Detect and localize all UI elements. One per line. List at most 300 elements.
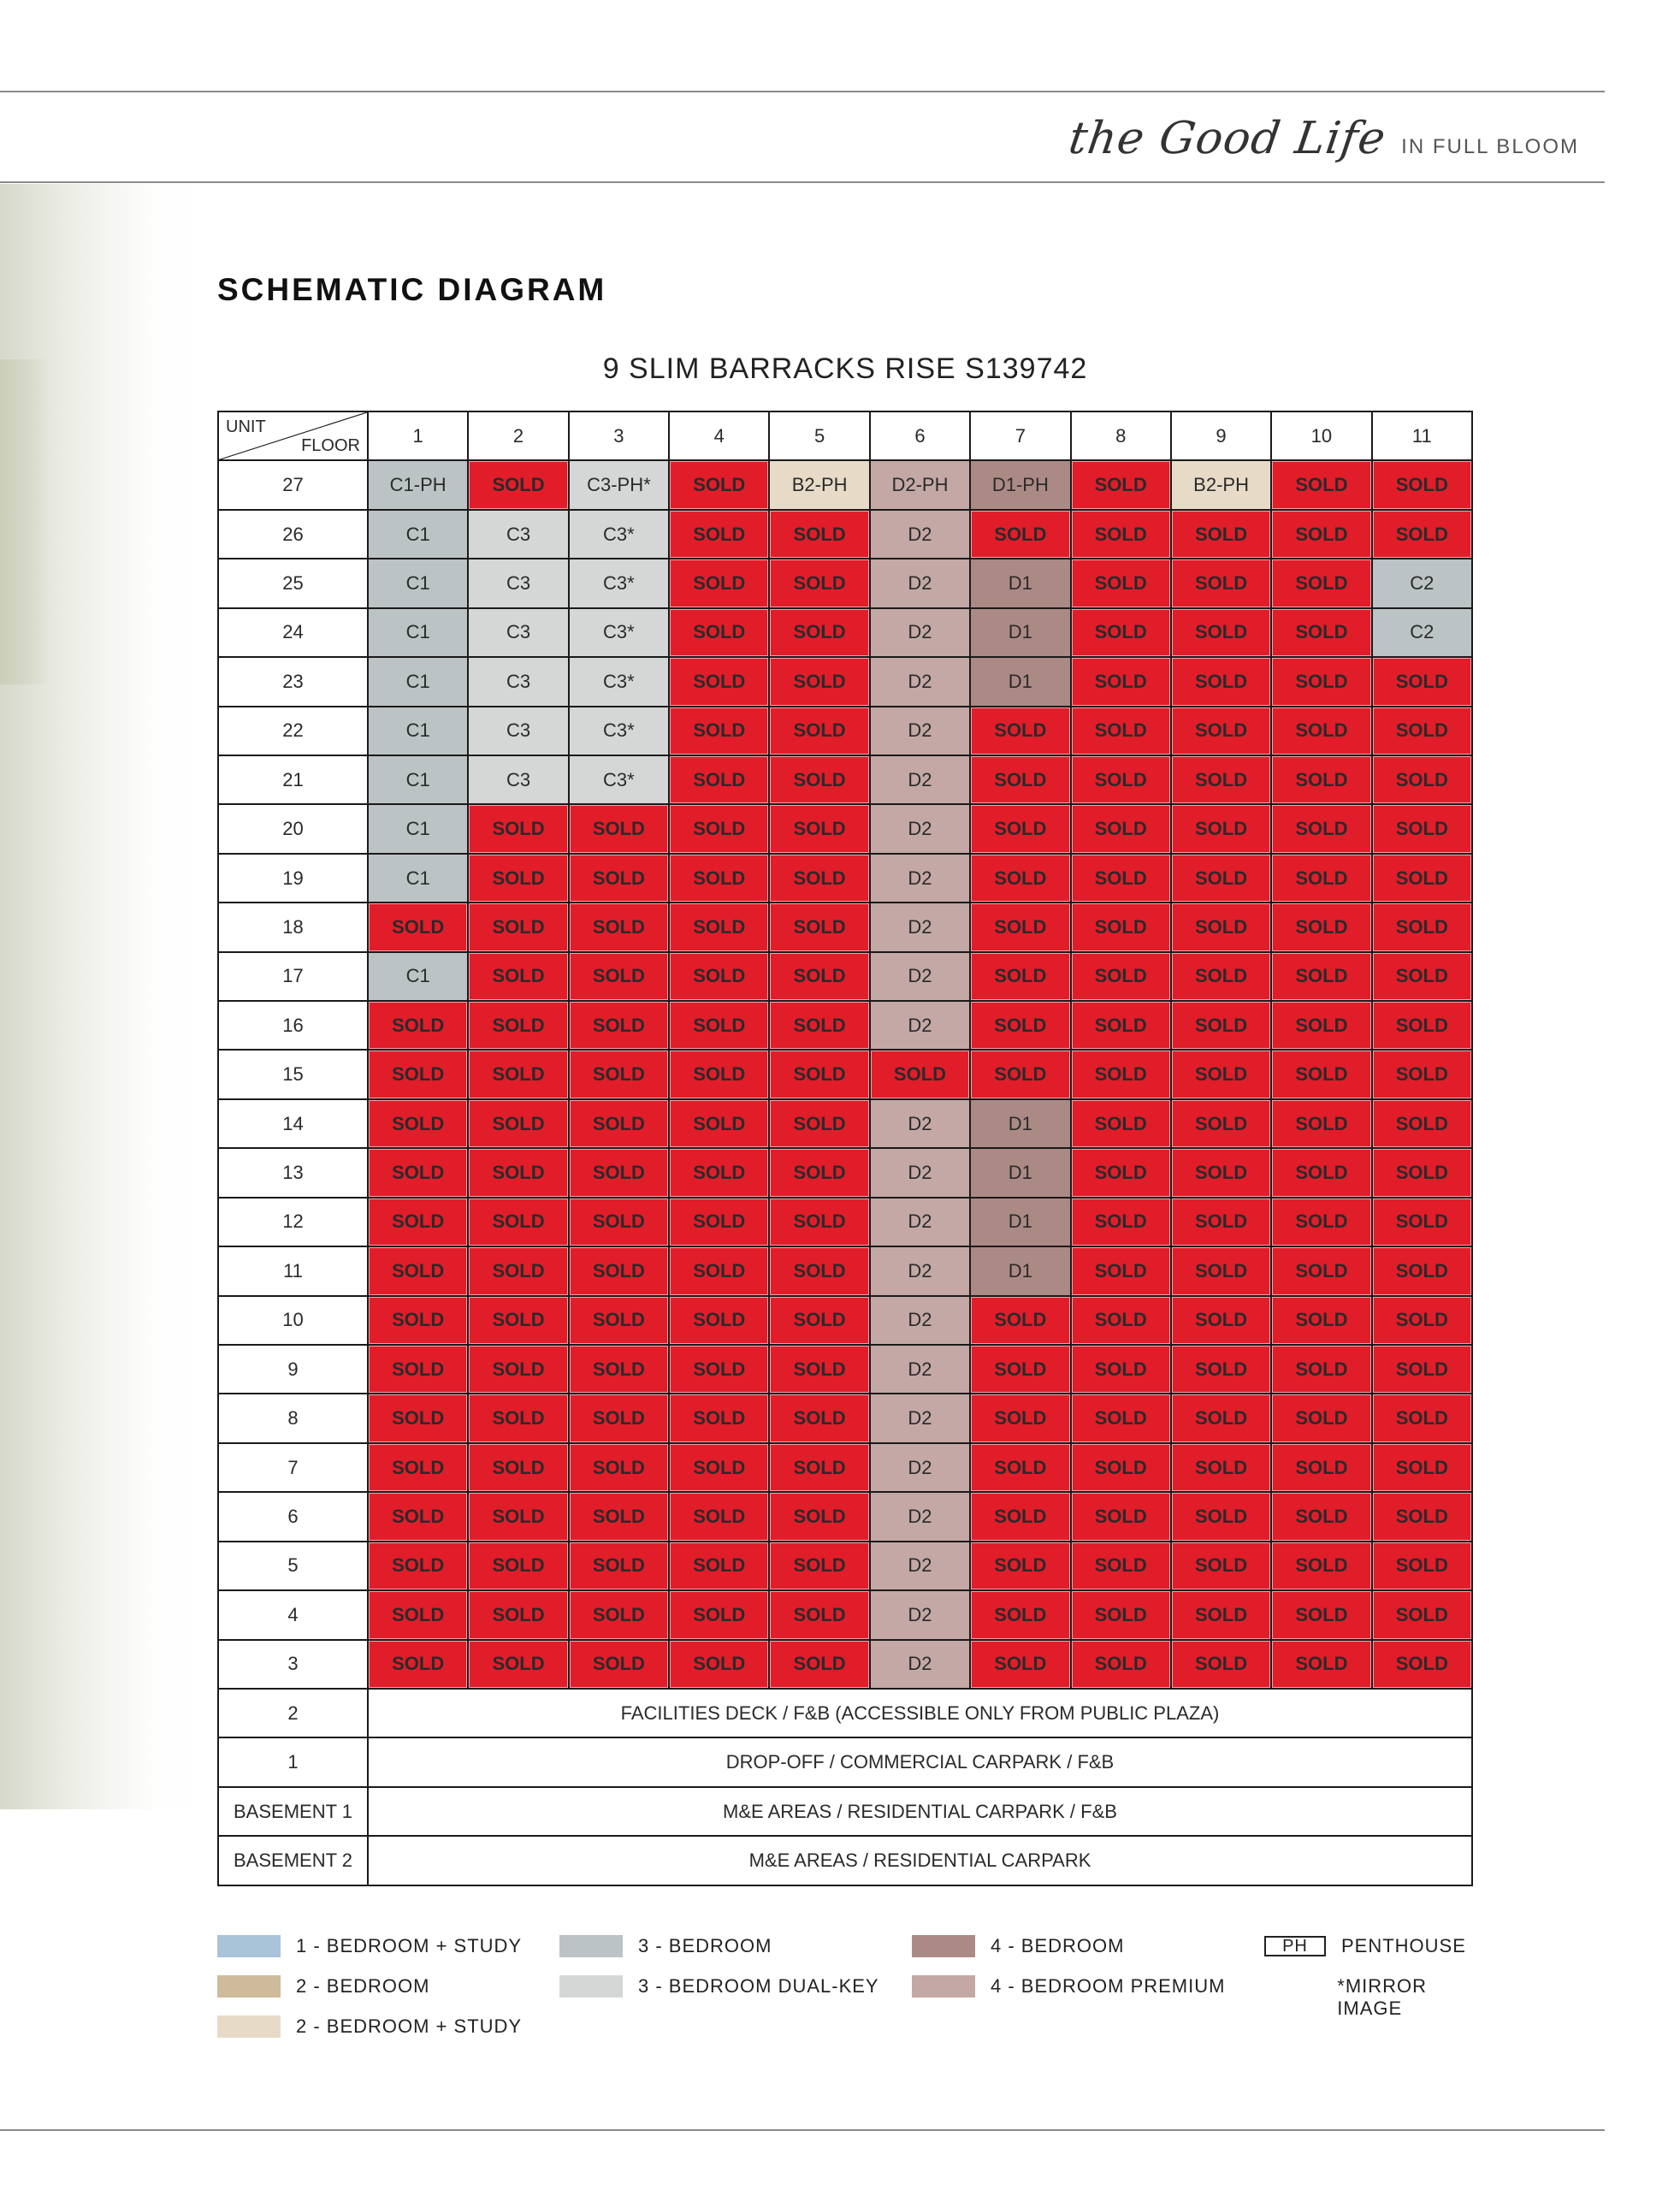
unit-cell-sold: SOLD <box>1271 1443 1371 1492</box>
unit-cell-available: C1-PH <box>368 460 468 509</box>
unit-cell-available: D1 <box>970 559 1070 607</box>
unit-cell-sold: SOLD <box>1171 1050 1271 1098</box>
unit-cell-sold: SOLD <box>669 1148 769 1197</box>
unit-cell-sold: SOLD <box>669 1345 769 1394</box>
legend-label: 3 - BEDROOM DUAL-KEY <box>638 1975 879 1997</box>
unit-cell-sold: SOLD <box>1071 1296 1171 1345</box>
unit-cell-available: D1 <box>970 1246 1070 1295</box>
unit-cell-sold: SOLD <box>1372 1542 1472 1590</box>
brand-script-logo: the Good Life <box>1066 113 1390 164</box>
floor-row <box>218 1492 1472 1541</box>
corner-unit-label: UNIT <box>226 417 266 436</box>
unit-cell-sold: SOLD <box>569 1198 669 1246</box>
floor-row <box>218 755 1472 804</box>
floor-usage-description: DROP-OFF / COMMERCIAL CARPARK / F&B <box>368 1737 1472 1786</box>
unit-cell-available: D2 <box>870 1590 970 1639</box>
legend-item <box>1264 1975 1483 2020</box>
unit-cell-sold: SOLD <box>368 1443 468 1492</box>
unit-cell-sold: SOLD <box>1372 903 1472 951</box>
unit-cell-sold: SOLD <box>1171 1246 1271 1295</box>
unit-cell-sold: SOLD <box>569 854 669 903</box>
floor-row <box>218 1198 1472 1246</box>
floor-label: 4 <box>218 1590 368 1639</box>
unit-cell-sold: SOLD <box>1271 1345 1371 1394</box>
unit-cell-sold: SOLD <box>569 1050 669 1098</box>
legend-label: 4 - BEDROOM PREMIUM <box>991 1975 1226 1997</box>
unit-cell-sold: SOLD <box>1071 1050 1171 1098</box>
unit-cell-sold: SOLD <box>1171 1148 1271 1197</box>
unit-cell-sold: SOLD <box>1271 460 1371 509</box>
unit-cell-available: C3* <box>569 707 669 755</box>
floor-row <box>218 952 1472 1001</box>
unit-cell-sold: SOLD <box>1071 559 1171 607</box>
unit-cell-sold: SOLD <box>669 1542 769 1590</box>
floor-row <box>218 1050 1472 1098</box>
unit-cell-sold: SOLD <box>569 1345 669 1394</box>
floor-row <box>218 1345 1472 1394</box>
unit-cell-available: C2 <box>1372 608 1472 657</box>
unit-cell-sold: SOLD <box>1271 854 1371 903</box>
unit-cell-available: C3* <box>569 559 669 607</box>
unit-cell-sold: SOLD <box>468 1443 568 1492</box>
unit-cell-available: C1 <box>368 510 468 559</box>
unit-cell-available: D2 <box>870 903 970 951</box>
unit-cell-sold: SOLD <box>468 1590 568 1639</box>
floor-row <box>218 1148 1472 1197</box>
legend-item <box>1264 1935 1466 1957</box>
legend-label: 3 - BEDROOM <box>638 1935 772 1956</box>
unit-cell-available: D1 <box>970 657 1070 706</box>
unit-cell-sold: SOLD <box>1071 1640 1171 1689</box>
unit-cell-sold: SOLD <box>1171 657 1271 706</box>
lower-floor-row <box>218 1737 1472 1786</box>
unit-cell-sold: SOLD <box>368 1246 468 1295</box>
unit-cell-sold: SOLD <box>569 804 669 853</box>
unit-cell-sold: SOLD <box>1271 1246 1371 1295</box>
unit-cell-sold: SOLD <box>468 1394 568 1442</box>
unit-cell-sold: SOLD <box>569 1246 669 1295</box>
unit-cell-available: C3 <box>468 657 568 706</box>
unit-cell-available: C3 <box>468 510 568 559</box>
unit-header-row <box>218 411 1472 460</box>
unit-cell-sold: SOLD <box>368 1492 468 1541</box>
legend-label: 2 - BEDROOM + STUDY <box>296 2015 523 2037</box>
floor-label: 7 <box>218 1443 368 1492</box>
unit-cell-sold: SOLD <box>1171 1443 1271 1492</box>
unit-cell-sold: SOLD <box>769 1345 869 1394</box>
unit-cell-sold: SOLD <box>1372 755 1472 804</box>
schematic-table <box>217 411 1473 1886</box>
unit-cell-sold: SOLD <box>769 1148 869 1197</box>
unit-cell-sold: SOLD <box>1271 1394 1371 1442</box>
unit-cell-available: D2 <box>870 608 970 657</box>
unit-cell-available: D2-PH <box>870 460 970 509</box>
unit-cell-available: D2 <box>870 1001 970 1050</box>
unit-cell-sold: SOLD <box>769 952 869 1001</box>
unit-header-9: 9 <box>1171 411 1271 460</box>
unit-cell-sold: SOLD <box>1271 1148 1371 1197</box>
unit-cell-sold: SOLD <box>1372 510 1472 559</box>
unit-cell-sold: SOLD <box>1372 1198 1472 1246</box>
unit-cell-available: D2 <box>870 804 970 853</box>
legend-item <box>912 1975 1225 1998</box>
unit-cell-sold: SOLD <box>468 1296 568 1345</box>
unit-cell-sold: SOLD <box>1071 1246 1171 1295</box>
unit-cell-sold: SOLD <box>769 1394 869 1442</box>
unit-cell-sold: SOLD <box>970 1394 1070 1442</box>
unit-cell-sold: SOLD <box>468 460 568 509</box>
unit-cell-sold: SOLD <box>1171 608 1271 657</box>
unit-cell-sold: SOLD <box>1171 1394 1271 1442</box>
unit-cell-sold: SOLD <box>1271 1640 1371 1689</box>
brand-tagline: IN FULL BLOOM <box>1401 135 1579 158</box>
legend-swatch <box>559 1975 623 1998</box>
unit-cell-sold: SOLD <box>669 1099 769 1148</box>
floor-row <box>218 1296 1472 1345</box>
unit-cell-sold: SOLD <box>769 755 869 804</box>
legend-swatch <box>912 1975 975 1998</box>
unit-cell-sold: SOLD <box>1171 1198 1271 1246</box>
unit-cell-sold: SOLD <box>569 952 669 1001</box>
unit-cell-sold: SOLD <box>569 1001 669 1050</box>
unit-cell-sold: SOLD <box>1071 1001 1171 1050</box>
unit-cell-sold: SOLD <box>669 1394 769 1442</box>
unit-cell-sold: SOLD <box>1271 952 1371 1001</box>
unit-cell-sold: SOLD <box>569 1443 669 1492</box>
unit-cell-available: C1 <box>368 608 468 657</box>
unit-cell-sold: SOLD <box>669 1001 769 1050</box>
unit-cell-sold: SOLD <box>769 854 869 903</box>
unit-cell-sold: SOLD <box>1071 755 1171 804</box>
legend-swatch <box>912 1935 975 1957</box>
unit-cell-sold: SOLD <box>468 1542 568 1590</box>
unit-cell-sold: SOLD <box>1171 804 1271 853</box>
unit-cell-sold: SOLD <box>669 1050 769 1098</box>
unit-cell-sold: SOLD <box>1372 460 1472 509</box>
unit-cell-sold: SOLD <box>970 1296 1070 1345</box>
unit-cell-sold: SOLD <box>970 1443 1070 1492</box>
unit-cell-sold: SOLD <box>769 1198 869 1246</box>
unit-cell-sold: SOLD <box>368 1050 468 1098</box>
unit-header-4: 4 <box>669 411 769 460</box>
unit-cell-sold: SOLD <box>1171 1640 1271 1689</box>
legend-label: 4 - BEDROOM <box>991 1935 1125 1956</box>
floor-label: 27 <box>218 460 368 509</box>
unit-cell-available: D1 <box>970 608 1070 657</box>
unit-cell-sold: SOLD <box>1372 707 1472 755</box>
floor-label: 22 <box>218 707 368 755</box>
unit-cell-available: C2 <box>1372 559 1472 607</box>
unit-cell-sold: SOLD <box>569 1492 669 1541</box>
unit-cell-sold: SOLD <box>769 559 869 607</box>
unit-cell-sold: SOLD <box>468 1198 568 1246</box>
unit-cell-sold: SOLD <box>1372 1246 1472 1295</box>
floor-row <box>218 1001 1472 1050</box>
unit-cell-sold: SOLD <box>468 1640 568 1689</box>
legend-label: PENTHOUSE <box>1341 1935 1466 1956</box>
unit-header-2: 2 <box>468 411 568 460</box>
unit-cell-available: D1-PH <box>970 460 1070 509</box>
unit-cell-sold: SOLD <box>1271 707 1371 755</box>
floor-label: 13 <box>218 1148 368 1197</box>
unit-cell-sold: SOLD <box>970 1640 1070 1689</box>
unit-cell-available: D2 <box>870 1542 970 1590</box>
unit-cell-available: C3 <box>468 559 568 607</box>
unit-cell-sold: SOLD <box>669 755 769 804</box>
floor-row <box>218 559 1472 607</box>
unit-cell-sold: SOLD <box>1171 952 1271 1001</box>
unit-cell-sold: SOLD <box>669 804 769 853</box>
unit-header-8: 8 <box>1071 411 1171 460</box>
unit-cell-sold: SOLD <box>1271 657 1371 706</box>
floor-row <box>218 510 1472 559</box>
unit-cell-sold: SOLD <box>669 460 769 509</box>
unit-cell-sold: SOLD <box>1271 1001 1371 1050</box>
address-heading: 9 SLIM BARRACKS RISE S139742 <box>602 352 1088 385</box>
legend-swatch <box>217 1975 281 1998</box>
unit-cell-sold: SOLD <box>468 854 568 903</box>
unit-header-7: 7 <box>970 411 1070 460</box>
unit-cell-sold: SOLD <box>669 1296 769 1345</box>
legend-swatch <box>559 1935 623 1957</box>
floor-usage-description: M&E AREAS / RESIDENTIAL CARPARK / F&B <box>368 1787 1472 1836</box>
unit-cell-sold: SOLD <box>368 1345 468 1394</box>
unit-cell-sold: SOLD <box>569 1394 669 1442</box>
legend <box>217 1935 1483 2063</box>
unit-cell-sold: SOLD <box>669 854 769 903</box>
unit-cell-sold: SOLD <box>468 1148 568 1197</box>
unit-cell-sold: SOLD <box>970 755 1070 804</box>
unit-cell-sold: SOLD <box>970 1492 1070 1541</box>
unit-cell-sold: SOLD <box>368 1001 468 1050</box>
unit-cell-available: C3* <box>569 755 669 804</box>
unit-cell-sold: SOLD <box>1071 608 1171 657</box>
unit-cell-sold: SOLD <box>1071 854 1171 903</box>
legend-item <box>217 1935 522 1957</box>
unit-cell-sold: SOLD <box>970 804 1070 853</box>
page-shadow-accent <box>0 359 51 684</box>
floor-label: 8 <box>218 1394 368 1442</box>
unit-cell-sold: SOLD <box>970 952 1070 1001</box>
unit-cell-sold: SOLD <box>1372 1001 1472 1050</box>
floor-label: 19 <box>218 854 368 903</box>
unit-cell-sold: SOLD <box>1071 657 1171 706</box>
floor-label: 16 <box>218 1001 368 1050</box>
unit-cell-sold: SOLD <box>1271 1050 1371 1098</box>
unit-cell-sold: SOLD <box>368 903 468 951</box>
unit-cell-sold: SOLD <box>368 1542 468 1590</box>
unit-cell-sold: SOLD <box>1271 1296 1371 1345</box>
unit-cell-sold: SOLD <box>1071 707 1171 755</box>
unit-cell-available: B2-PH <box>769 460 869 509</box>
unit-cell-sold: SOLD <box>1171 510 1271 559</box>
unit-cell-sold: SOLD <box>1071 460 1171 509</box>
unit-cell-sold: SOLD <box>1271 1492 1371 1541</box>
unit-cell-sold: SOLD <box>1372 804 1472 853</box>
legend-item <box>559 1935 772 1957</box>
lower-floor-row <box>218 1787 1472 1836</box>
unit-header-11: 11 <box>1372 411 1472 460</box>
unit-cell-sold: SOLD <box>368 1394 468 1442</box>
unit-cell-sold: SOLD <box>669 1640 769 1689</box>
unit-cell-available: C1 <box>368 657 468 706</box>
floor-label: 17 <box>218 952 368 1001</box>
unit-cell-available: C3* <box>569 608 669 657</box>
unit-cell-available: C1 <box>368 707 468 755</box>
unit-cell-sold: SOLD <box>468 952 568 1001</box>
floor-row <box>218 804 1472 853</box>
lower-floor-row <box>218 1836 1472 1885</box>
floor-label: 9 <box>218 1345 368 1394</box>
unit-cell-sold: SOLD <box>769 510 869 559</box>
unit-cell-available: C3 <box>468 608 568 657</box>
unit-cell-sold: SOLD <box>1071 1198 1171 1246</box>
unit-cell-sold: SOLD <box>1071 1590 1171 1639</box>
unit-cell-sold: SOLD <box>669 1443 769 1492</box>
floor-usage-description: M&E AREAS / RESIDENTIAL CARPARK <box>368 1836 1472 1885</box>
floor-row <box>218 903 1472 951</box>
unit-cell-sold: SOLD <box>769 1246 869 1295</box>
unit-cell-sold: SOLD <box>669 952 769 1001</box>
unit-cell-available: D2 <box>870 510 970 559</box>
unit-cell-sold: SOLD <box>769 1640 869 1689</box>
unit-cell-sold: SOLD <box>1271 804 1371 853</box>
unit-cell-sold: SOLD <box>1171 1296 1271 1345</box>
unit-cell-available: D2 <box>870 1345 970 1394</box>
legend-item <box>912 1935 1124 1957</box>
unit-cell-sold: SOLD <box>669 608 769 657</box>
legend-swatch <box>217 2015 281 2038</box>
unit-cell-sold: SOLD <box>468 903 568 951</box>
unit-cell-sold: SOLD <box>769 1590 869 1639</box>
legend-label: *MIRROR IMAGE <box>1337 1975 1428 2019</box>
unit-cell-sold: SOLD <box>368 1296 468 1345</box>
floor-row <box>218 1542 1472 1590</box>
floor-label: 6 <box>218 1492 368 1541</box>
floor-label: BASEMENT 1 <box>218 1787 368 1836</box>
floor-label: 20 <box>218 804 368 853</box>
unit-cell-sold: SOLD <box>368 1198 468 1246</box>
unit-header-6: 6 <box>870 411 970 460</box>
unit-cell-available: D1 <box>970 1148 1070 1197</box>
unit-cell-sold: SOLD <box>468 804 568 853</box>
unit-cell-sold: SOLD <box>1271 1198 1371 1246</box>
unit-cell-sold: SOLD <box>1071 903 1171 951</box>
unit-cell-sold: SOLD <box>1171 1590 1271 1639</box>
unit-cell-available: D2 <box>870 657 970 706</box>
unit-cell-sold: SOLD <box>669 1590 769 1639</box>
legend-item <box>559 1975 879 1998</box>
unit-cell-sold: SOLD <box>669 657 769 706</box>
floor-row <box>218 707 1472 755</box>
unit-cell-sold: SOLD <box>1372 1296 1472 1345</box>
unit-cell-sold: SOLD <box>569 1640 669 1689</box>
floor-label: 12 <box>218 1198 368 1246</box>
unit-cell-sold: SOLD <box>970 510 1070 559</box>
unit-cell-available: D2 <box>870 1148 970 1197</box>
unit-cell-sold: SOLD <box>1171 1099 1271 1148</box>
unit-cell-available: D2 <box>870 1246 970 1295</box>
unit-cell-sold: SOLD <box>1071 1492 1171 1541</box>
unit-cell-available: C3 <box>468 755 568 804</box>
unit-cell-available: C1 <box>368 952 468 1001</box>
unit-cell-available: C1 <box>368 804 468 853</box>
unit-cell-sold: SOLD <box>1372 1099 1472 1148</box>
unit-cell-sold: SOLD <box>1372 952 1472 1001</box>
floor-label: 23 <box>218 657 368 706</box>
unit-cell-sold: SOLD <box>1071 1099 1171 1148</box>
unit-cell-sold: SOLD <box>769 1443 869 1492</box>
unit-cell-sold: SOLD <box>569 1542 669 1590</box>
floor-label: 3 <box>218 1640 368 1689</box>
unit-cell-sold: SOLD <box>769 707 869 755</box>
floor-label: 24 <box>218 608 368 657</box>
unit-cell-sold: SOLD <box>970 707 1070 755</box>
floor-label: 25 <box>218 559 368 607</box>
unit-cell-sold: SOLD <box>769 1001 869 1050</box>
unit-cell-sold: SOLD <box>970 854 1070 903</box>
unit-cell-sold: SOLD <box>970 1590 1070 1639</box>
unit-cell-sold: SOLD <box>1372 1492 1472 1541</box>
unit-cell-sold: SOLD <box>769 1542 869 1590</box>
floor-label: 21 <box>218 755 368 804</box>
unit-cell-available: D2 <box>870 707 970 755</box>
unit-cell-sold: SOLD <box>970 903 1070 951</box>
unit-cell-sold: SOLD <box>468 1246 568 1295</box>
floor-label: 2 <box>218 1689 368 1737</box>
unit-cell-sold: SOLD <box>769 608 869 657</box>
unit-cell-sold: SOLD <box>669 707 769 755</box>
brand-header <box>1066 113 1579 164</box>
unit-cell-sold: SOLD <box>1071 1345 1171 1394</box>
floor-label: 5 <box>218 1542 368 1590</box>
unit-cell-sold: SOLD <box>1071 1394 1171 1442</box>
unit-cell-available: C3 <box>468 707 568 755</box>
unit-cell-sold: SOLD <box>1372 1590 1472 1639</box>
unit-cell-sold: SOLD <box>1271 755 1371 804</box>
unit-cell-sold: SOLD <box>569 1099 669 1148</box>
unit-cell-sold: SOLD <box>569 903 669 951</box>
legend-penthouse-box: PH <box>1264 1936 1326 1956</box>
unit-cell-available: C3* <box>569 510 669 559</box>
floor-row <box>218 460 1472 509</box>
floor-label: 10 <box>218 1296 368 1345</box>
unit-cell-sold: SOLD <box>1171 1542 1271 1590</box>
unit-cell-sold: SOLD <box>769 1099 869 1148</box>
unit-cell-sold: SOLD <box>669 559 769 607</box>
unit-cell-sold: SOLD <box>368 1099 468 1148</box>
unit-cell-available: D2 <box>870 1492 970 1541</box>
unit-cell-available: D2 <box>870 1443 970 1492</box>
unit-cell-sold: SOLD <box>1071 804 1171 853</box>
unit-cell-available: D2 <box>870 1198 970 1246</box>
unit-cell-available: C1 <box>368 559 468 607</box>
floor-label: 1 <box>218 1737 368 1786</box>
unit-cell-available: D2 <box>870 755 970 804</box>
unit-cell-sold: SOLD <box>368 1590 468 1639</box>
floor-label: 11 <box>218 1246 368 1295</box>
floor-row <box>218 1640 1472 1689</box>
legend-item <box>217 2015 522 2038</box>
legend-label: 2 - BEDROOM <box>296 1975 430 1997</box>
unit-cell-available: D2 <box>870 1296 970 1345</box>
unit-cell-sold: SOLD <box>1372 1050 1472 1098</box>
unit-cell-available: C3-PH* <box>569 460 669 509</box>
unit-cell-sold: SOLD <box>1171 755 1271 804</box>
unit-cell-sold: SOLD <box>970 1542 1070 1590</box>
floor-label: 14 <box>218 1099 368 1148</box>
unit-header-3: 3 <box>569 411 669 460</box>
